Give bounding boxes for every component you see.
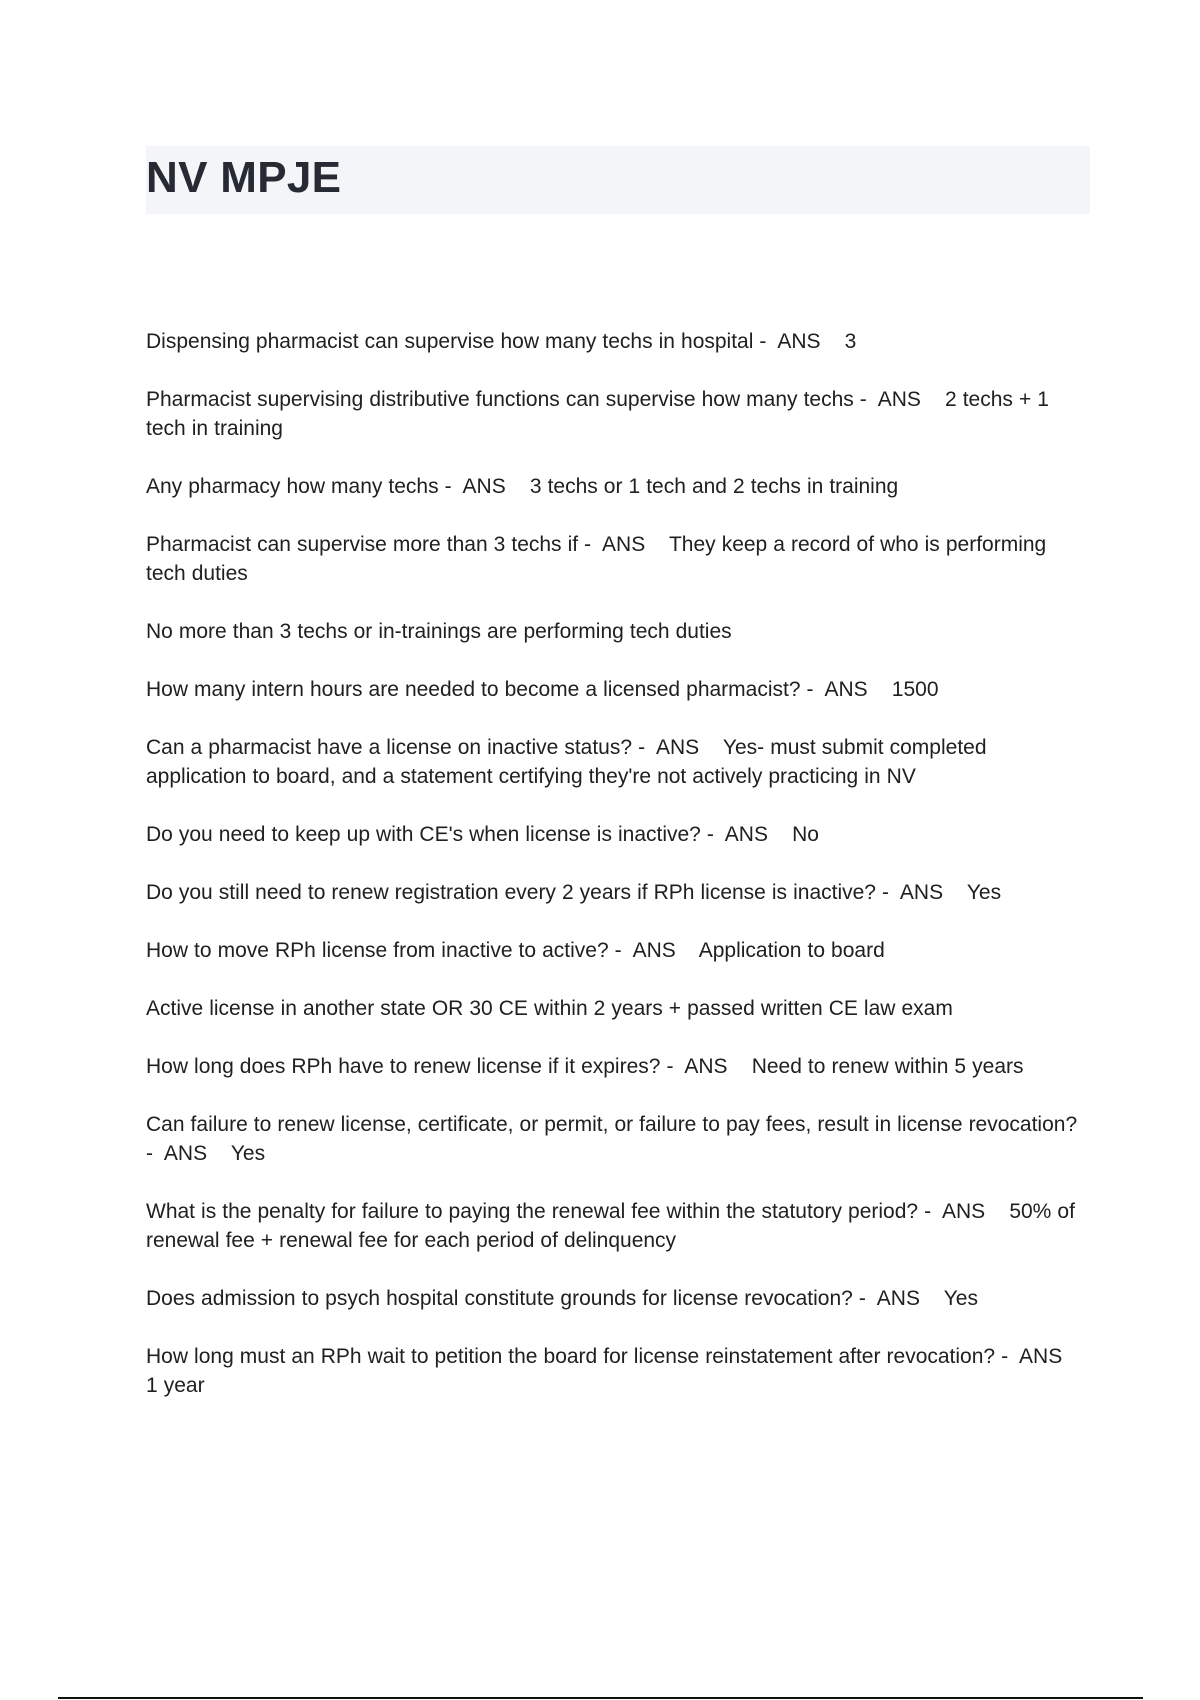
qa-item: Do you need to keep up with CE's when license is inactive? - ANS No [146,823,819,846]
qa-list [146,327,1090,1429]
qa-item: Can a pharmacist have a license on inactive status? - ANS Yes- must submit completed application to board, and a statement certifying they're not actively practicing in NV [146,736,993,788]
qa-item: Active license in another state OR 30 CE within 2 years + passed written CE law exam [146,997,953,1020]
qa-item: Pharmacist can supervise more than 3 techs if - ANS They keep a record of who is performing tech duties [146,533,1053,585]
qa-item: Pharmacist supervising distributive functions can supervise how many techs - ANS 2 techs + 1 tech in training [146,388,1055,440]
qa-item: How long does RPh have to renew license if it expires? - ANS Need to renew within 5 years [146,1055,1024,1078]
qa-item: How long must an RPh wait to petition the board for license reinstatement after revocation? - ANS 1 year [146,1345,1087,1397]
qa-item: What is the penalty for failure to paying the renewal fee within the statutory period? - ANS 50% of renewal fee + renewal fee for each period of delinquency [146,1200,1081,1252]
qa-item: Does admission to psych hospital constitute grounds for license revocation? - ANS Yes [146,1287,978,1310]
qa-item: How to move RPh license from inactive to active? - ANS Application to board [146,939,885,962]
title-band [146,146,1090,214]
page-title: NV MPJE [146,153,342,202]
footer-divider [58,1697,1143,1699]
qa-item: No more than 3 techs or in-trainings are performing tech duties [146,620,732,643]
qa-item: How many intern hours are needed to become a licensed pharmacist? - ANS 1500 [146,678,939,701]
qa-item: Any pharmacy how many techs - ANS 3 techs or 1 tech and 2 techs in training [146,475,899,498]
qa-item: Dispensing pharmacist can supervise how many techs in hospital - ANS 3 [146,330,857,353]
qa-item: Can failure to renew license, certificate, or permit, or failure to pay fees, result in license revocation? - ANS Yes [146,1113,1084,1165]
qa-item: Do you still need to renew registration every 2 years if RPh license is inactive? - ANS Yes [146,881,1002,904]
